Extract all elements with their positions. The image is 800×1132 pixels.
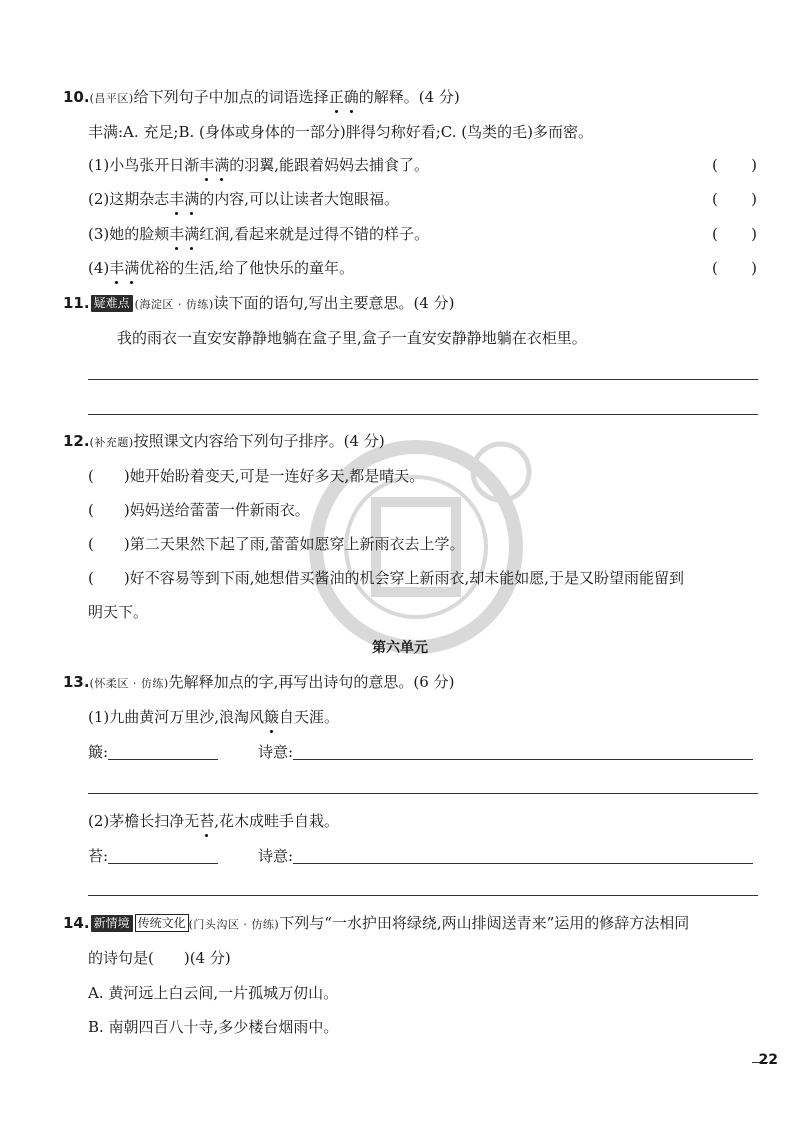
q13-source: (怀柔区 · 仿练) (89, 677, 169, 690)
q12-item-4[interactable]: ( )好不容易等到下雨,她想借买酱油的机会穿上新雨衣,却未能如愿,于是又盼望雨能留到 (88, 569, 685, 587)
q13-answer-row-2 (88, 845, 218, 867)
q13-answer-line-2[interactable] (88, 895, 758, 896)
q10-prompt-b: 的解释。(4 分) (358, 88, 460, 106)
q12-item-4-continued: 明天下。 (88, 603, 149, 621)
q11-source: (海淀区 · 仿练) (134, 298, 214, 311)
q11-sentence: 我的雨衣一直安安静静地躺在盒子里,盒子一直安安静静地躺在衣柜里。 (117, 329, 587, 347)
q13-meaning-label-2: 诗意: (258, 847, 294, 865)
q13-header (63, 671, 454, 695)
q10-number: 10. (63, 88, 90, 106)
q11-prompt: 读下面的语句,写出主要意思。(4 分) (213, 294, 455, 312)
q14-source: (门头沟区 · 仿练) (188, 918, 280, 931)
q11-answer-line-1[interactable] (88, 379, 758, 380)
q10-item-3: (3)她的脸颊丰满红润,看起来就是过得不错的样子。 (88, 225, 430, 243)
q13-meaning-label-1: 诗意: (258, 743, 294, 761)
q13-char-blank-2[interactable] (108, 863, 218, 864)
q13-number: 13. (63, 673, 90, 691)
q12-item-2[interactable]: ( )妈妈送给蕾蕾一件新雨衣。 (88, 501, 310, 519)
q13-answer-line-1[interactable] (88, 793, 758, 794)
q10-answer-paren-4[interactable]: ( ) (712, 259, 757, 277)
q11-header (63, 292, 454, 316)
unit-title: 第六单元 (372, 640, 428, 656)
q14-option-a[interactable]: A. 黄河远上白云间,一片孤城万仞山。 (88, 984, 339, 1002)
q14-number: 14. (63, 914, 90, 932)
q12-number: 12. (63, 432, 90, 450)
q12-prompt: 按照课文内容给下列句子排序。(4 分) (133, 432, 385, 450)
q12-item-3[interactable]: ( )第二天果然下起了雨,蕾蕾如愿穿上新雨衣去上学。 (88, 535, 465, 553)
q13-poem-1: (1)九曲黄河万里沙,浪淘风簸自天涯。 (88, 708, 340, 726)
q10-item-2: (2)这期杂志丰满的内容,可以让读者大饱眼福。 (88, 190, 400, 208)
q10-prompt-a: 给下列句子中加点的词语选择 (133, 88, 329, 106)
q10-answer-paren-2[interactable]: ( ) (712, 190, 757, 208)
q14-prompt-continued: 的诗句是( )(4 分) (88, 949, 231, 967)
q13-meaning-blank-2[interactable] (293, 863, 753, 864)
q14-prompt: 下列与“一水护田将绿绕,两山排闼送青来”运用的修辞方法相同 (279, 914, 690, 932)
q13-char-label-2: 苔: (88, 847, 109, 865)
q13-meaning-row-2 (258, 845, 753, 867)
q13-char-blank-1[interactable] (108, 759, 218, 760)
q13-prompt: 先解释加点的字,再写出诗句的意思。(6 分) (168, 673, 455, 691)
q11-number: 11. (63, 294, 90, 312)
q10-dotted-char: 确 (343, 88, 359, 106)
q10-item-4: (4)丰满优裕的生活,给了他快乐的童年。 (88, 259, 355, 277)
q14-context-tag: 新情境 (91, 915, 133, 932)
q10-definition: 丰满:A. 充足;B. (身体或身体的一部分)胖得匀称好看;C. (鸟类的毛)多而密。 (88, 123, 593, 141)
q10-header (63, 86, 460, 110)
q10-item-1: (1)小鸟张开日渐丰满的羽翼,能跟着妈妈去捕食了。 (88, 156, 430, 174)
q13-char-label-1: 簸: (88, 743, 109, 761)
q12-item-1[interactable]: ( )她开始盼着变天,可是一连好多天,都是晴天。 (88, 467, 425, 485)
q14-culture-tag: 传统文化 (135, 914, 189, 932)
page-number: 22 (758, 1052, 778, 1068)
q10-answer-paren-1[interactable]: ( ) (712, 156, 757, 174)
q12-header (63, 430, 385, 454)
q14-option-b[interactable]: B. 南朝四百八十寺,多少楼台烟雨中。 (88, 1018, 339, 1036)
q10-dotted-char: 正 (328, 88, 344, 106)
q12-source: (补充题) (89, 436, 134, 449)
q11-difficulty-tag: 疑难点 (91, 295, 133, 312)
q10-source: (昌平区) (89, 92, 134, 105)
q13-meaning-row-1 (258, 741, 753, 763)
q10-answer-paren-3[interactable]: ( ) (712, 225, 757, 243)
q13-answer-row-1 (88, 741, 218, 763)
q14-header (63, 912, 689, 936)
q13-poem-2: (2)茅檐长扫净无苔,花木成畦手自栽。 (88, 812, 340, 830)
q13-meaning-blank-1[interactable] (293, 759, 753, 760)
q11-answer-line-2[interactable] (88, 414, 758, 415)
